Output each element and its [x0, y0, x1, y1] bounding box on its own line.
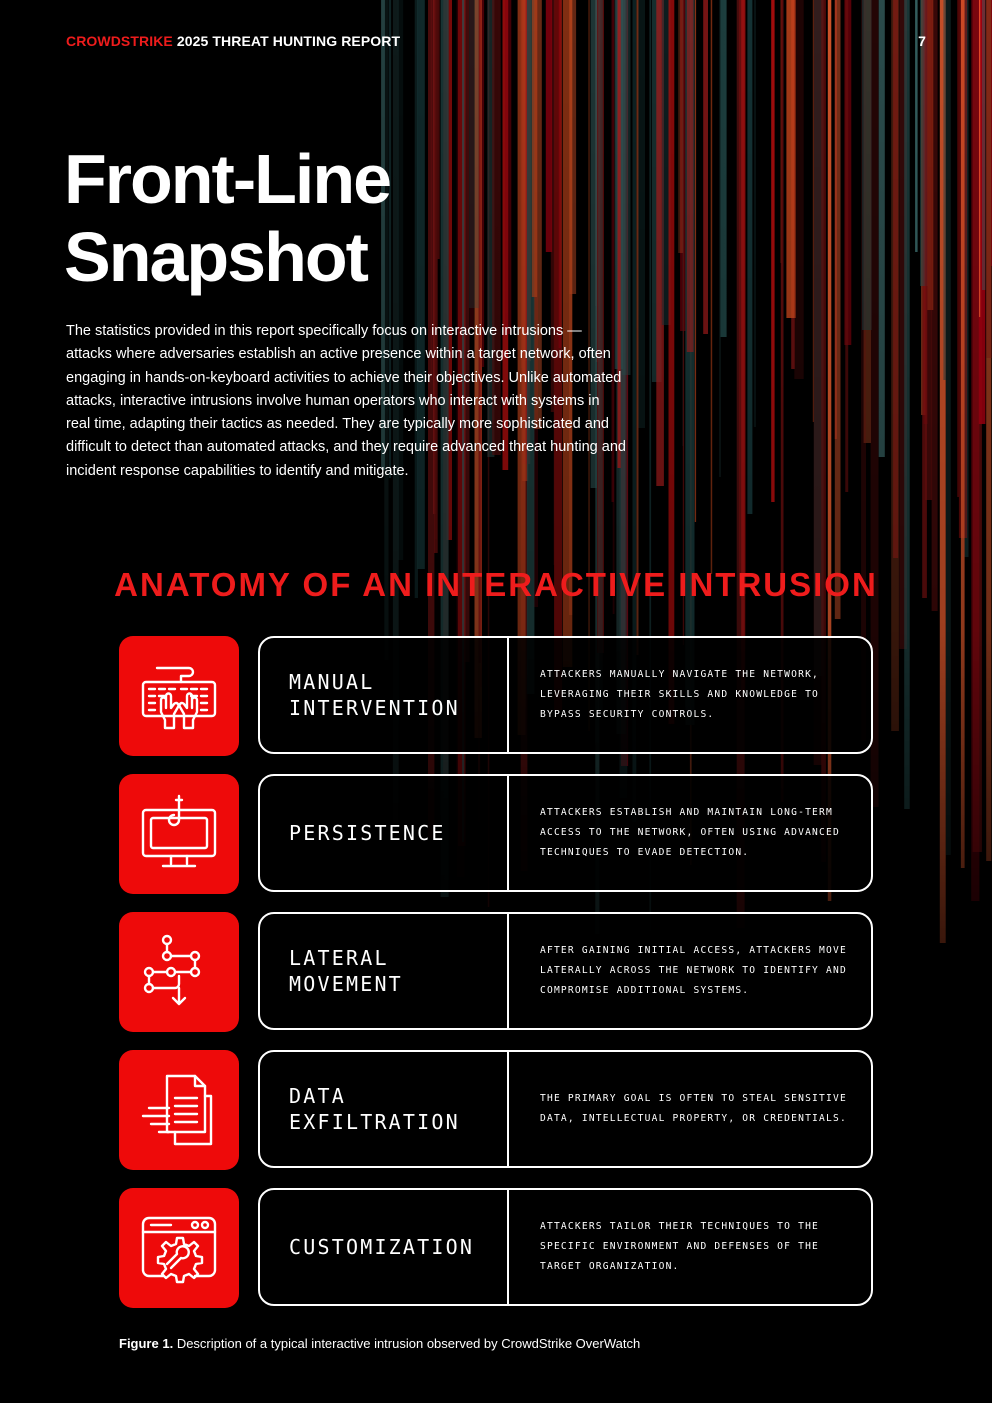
- card-description: ATTACKERS ESTABLISH AND MAINTAIN LONG-TERM ACCESS TO THE NETWORK, OFTEN USING ADVANCED TECHNIQUES TO EVADE DETECTION.: [540, 807, 840, 858]
- list-item: [119, 1050, 873, 1170]
- brand-name: CROWDSTRIKE: [66, 33, 173, 49]
- report-title: 2025 THREAT HUNTING REPORT: [176, 33, 401, 49]
- card-divider: [507, 776, 509, 890]
- card-term: PERSISTENCE: [289, 821, 446, 845]
- monitor-hook-icon: [119, 774, 239, 894]
- intrusion-card: [258, 912, 873, 1030]
- list-item: [119, 1188, 873, 1308]
- card-divider: [507, 914, 509, 1028]
- title-line-1: Front-Line: [64, 140, 391, 218]
- intro-paragraph: The statistics provided in this report specifically focus on interactive intrusions — attacks where adversaries establish an active presence within a target network, often engaging in hands-on-keyboard activities to achieve their objectives. Unlike automated attacks, interactive intrusions involve human operators who interact with systems in real time, adapting their tactics as needed. They are typically more sophisticated and difficult to detect than automated attacks, and they require advanced threat hunting and incident response capabilities to identify and mitigate.: [66, 323, 626, 479]
- section-title: ANATOMY OF AN INTERACTIVE INTRUSION: [114, 566, 878, 603]
- page-header: [66, 33, 926, 53]
- card-term: CUSTOMIZATION: [289, 1235, 475, 1259]
- intrusion-card: [258, 774, 873, 892]
- figure-label: Figure 1.: [119, 1336, 174, 1351]
- list-item: [119, 774, 873, 894]
- card-divider: [507, 638, 509, 752]
- page-title: [64, 140, 390, 296]
- card-description: AFTER GAINING INITIAL ACCESS, ATTACKERS MOVE LATERALLY ACROSS THE NETWORK TO IDENTIFY AND COMPROMISE ADDITIONAL SYSTEMS.: [540, 945, 847, 996]
- intrusion-card: [258, 636, 873, 754]
- browser-gear-icon: [119, 1188, 239, 1308]
- card-divider: [507, 1052, 509, 1166]
- card-divider: [507, 1190, 509, 1304]
- list-item: [119, 912, 873, 1032]
- figure-caption: [119, 1336, 640, 1351]
- list-item: [119, 636, 873, 756]
- document-exfil-icon: [119, 1050, 239, 1170]
- card-term: DATA EXFILTRATION: [289, 1084, 460, 1134]
- intrusion-anatomy-list: [119, 636, 873, 1326]
- card-term: MANUAL INTERVENTION: [289, 670, 460, 720]
- intrusion-card: [258, 1188, 873, 1306]
- card-description: ATTACKERS MANUALLY NAVIGATE THE NETWORK, LEVERAGING THEIR SKILLS AND KNOWLEDGE TO BYPASS SECURITY CONTROLS.: [540, 669, 820, 720]
- intrusion-card: [258, 1050, 873, 1168]
- figure-text: Description of a typical interactive intrusion observed by CrowdStrike OverWatch: [176, 1336, 641, 1351]
- keyboard-hands-icon: [119, 636, 239, 756]
- card-description: ATTACKERS TAILOR THEIR TECHNIQUES TO THE SPECIFIC ENVIRONMENT AND DEFENSES OF THE TARGET ORGANIZATION.: [540, 1221, 820, 1272]
- network-flow-icon: [119, 912, 239, 1032]
- title-line-2: Snapshot: [64, 218, 367, 296]
- card-description: THE PRIMARY GOAL IS OFTEN TO STEAL SENSITIVE DATA, INTELLECTUAL PROPERTY, OR CREDENTIALS.: [540, 1093, 847, 1124]
- card-term: LATERAL MOVEMENT: [289, 946, 403, 996]
- page-number: 7: [918, 33, 926, 49]
